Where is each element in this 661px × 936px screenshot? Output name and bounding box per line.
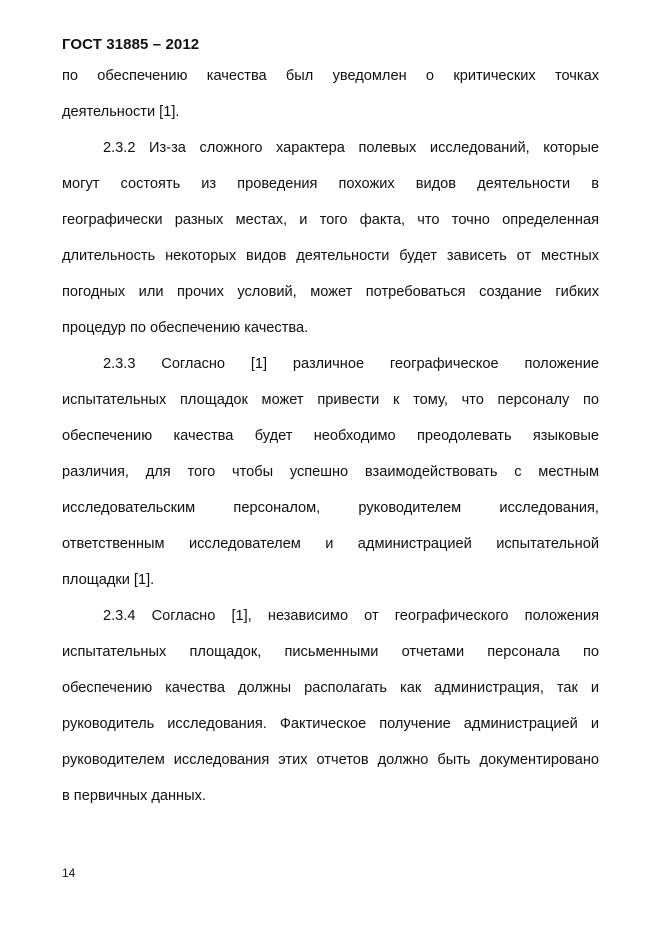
- text-line: в первичных данных.: [62, 788, 206, 804]
- page-number: 14: [62, 866, 76, 880]
- text-line: ответственным исследователем и администрацией испытательной: [62, 536, 599, 552]
- text-line: обеспечению качества будет необходимо преодолевать языковые: [62, 428, 599, 444]
- text-line: различия, для того чтобы успешно взаимодействовать с местным: [62, 464, 599, 480]
- text-line: географически разных местах, и того факта, что точно определенная: [62, 212, 599, 228]
- text-line: деятельности [1].: [62, 104, 180, 120]
- paragraph-2-3-4-first-line: 2.3.4 Согласно [1], независимо от географического положения: [103, 608, 599, 624]
- body-text: [62, 58, 599, 814]
- text-line: руководитель исследования. Фактическое получение администрацией и: [62, 716, 599, 732]
- text-line: могут состоять из проведения похожих видов деятельности в: [62, 176, 599, 192]
- document-header: ГОСТ 31885 – 2012: [62, 36, 200, 53]
- text-line: испытательных площадок, письменными отчетами персонала по: [62, 644, 599, 660]
- text-line: руководителем исследования этих отчетов должно быть документировано: [62, 752, 599, 768]
- text-line: погодных или прочих условий, может потребоваться создание гибких: [62, 284, 599, 300]
- text-line: процедур по обеспечению качества.: [62, 320, 309, 336]
- text-line: исследовательским персоналом, руководителем исследования,: [62, 500, 599, 516]
- text-line: обеспечению качества должны располагать как администрация, так и: [62, 680, 599, 696]
- text-line: площадки [1].: [62, 572, 155, 588]
- text-line: по обеспечению качества был уведомлен о критических точках: [62, 68, 599, 84]
- paragraph-2-3-3-first-line: 2.3.3 Согласно [1] различное географическое положение: [103, 356, 599, 372]
- paragraph-2-3-2-first-line: 2.3.2 Из-за сложного характера полевых исследований, которые: [103, 140, 599, 156]
- text-line: длительность некоторых видов деятельности будет зависеть от местных: [62, 248, 599, 264]
- text-line: испытательных площадок может привести к тому, что персоналу по: [62, 392, 599, 408]
